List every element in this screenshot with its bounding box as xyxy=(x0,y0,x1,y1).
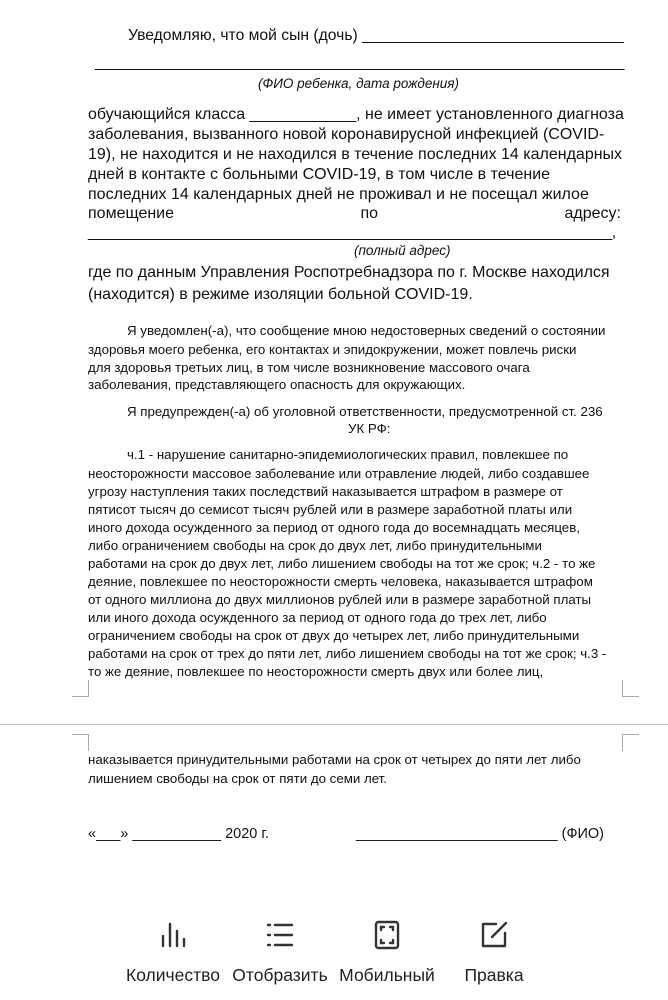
p1-line-4: дней в контакте с больными COVID-19, в том числе в течение xyxy=(88,166,551,183)
page-separator xyxy=(0,724,668,725)
p5-line-3: угрозу наступления таких последствий наказывается штрафом в размере от xyxy=(88,484,563,499)
toolbar-count-button[interactable] xyxy=(113,888,233,1000)
p5-line-7: работами на срок до двух лет, либо лишением свободы на тот же срок; ч.2 - то же xyxy=(88,556,596,571)
toolbar-display-button[interactable] xyxy=(220,888,340,1000)
p2-line-2: (находится) в режиме изоляции больной COVID-19. xyxy=(88,286,473,303)
toolbar-edit-button[interactable] xyxy=(434,888,554,1000)
bar-chart-icon xyxy=(158,920,188,950)
page-corner-mark xyxy=(72,734,89,751)
p5-line-10: или иного дохода осужденного за период от одного года до трех лет, либо xyxy=(88,610,547,625)
p5-line-13: то же деяние, повлекшее по неосторожности смерть двух или более лиц, xyxy=(88,664,544,679)
p1-line-6 xyxy=(88,205,621,223)
page-corner-mark xyxy=(622,680,639,697)
p1-line-1: обучающийся класса ____________, не имеет установленного диагноза xyxy=(88,106,624,123)
address-underline: ______________________________________________________________, xyxy=(88,224,616,241)
p3-line-1: Я уведомлен(-а), что сообщение мною недостоверных сведений о состоянии xyxy=(127,323,606,338)
toolbar-edit-label: Правка xyxy=(464,965,524,985)
p1-word-3: адресу: xyxy=(564,205,621,222)
toolbar-mobile-label: Мобильный xyxy=(339,965,435,985)
p3-line-2: здоровья моего ребенка, его контактах и эпидокружении, может повлечь риски xyxy=(88,342,577,357)
page-corner-mark xyxy=(622,734,639,751)
p4-line-1: Я предупрежден(-а) об уголовной ответственности, предусмотренной ст. 236 xyxy=(127,404,603,419)
p5-line-1: ч.1 - нарушение санитарно-эпидемиологических правил, повлекшее по xyxy=(127,447,569,462)
p5-line-5: иного дохода осужденного за период от одного года до восемнадцать месяцев, xyxy=(88,520,580,535)
list-icon xyxy=(265,920,295,950)
page-corner-mark xyxy=(72,680,89,697)
p5-line-12: работами на срок от трех до пяти лет, либо лишением свободы на тот же срок; ч.3 - xyxy=(88,646,607,661)
p1-line-5: последних 14 календарных дней не проживал и не посещал жилое xyxy=(88,186,589,203)
p1-line-2: заболевания, вызванного новой коронавирусной инфекцией (COVID- xyxy=(88,126,605,143)
p5-line-4: пятисот тысяч до семисот тысяч рублей или в размере заработной платы или xyxy=(88,502,573,517)
p6-line-1: наказывается принудительными работами на срок от четырех до пяти лет либо xyxy=(88,752,581,767)
toolbar-mobile-button[interactable] xyxy=(327,888,447,1000)
p6-line-2: лишением свободы на срок от пяти до семи лет. xyxy=(88,771,387,786)
p5-line-6: либо ограничением свободы на срок до двух лет, либо принудительными xyxy=(88,538,542,553)
edit-icon xyxy=(479,920,509,950)
signature-name: _________________________ (ФИО) xyxy=(356,826,605,842)
bottom-toolbar xyxy=(0,888,668,1000)
p4-line-2: УК РФ: xyxy=(348,421,391,436)
p3-line-3: для здоровья третьих лиц, в том числе возникновение массового очага xyxy=(88,360,530,375)
p1-line-3: 19), не находится и не находился в течение последних 14 календарных xyxy=(88,146,623,163)
toolbar-display-label: Отобразить xyxy=(232,965,328,985)
p2-line-1: где по данным Управления Роспотребнадзора по г. Москве находился xyxy=(88,264,610,281)
name-underline: ____________________________________________________________________ xyxy=(95,54,625,71)
notice-line: Уведомляю, что мой сын (дочь) ______________________________ xyxy=(128,27,624,44)
signature-date: «___» ___________ 2020 г. xyxy=(88,826,269,842)
p5-line-2: неосторожности массовое заболевание или отравление людей, либо создавшее xyxy=(88,466,590,481)
p5-line-8: деяние, повлекшее по неосторожности смерть человека, наказывается штрафом xyxy=(88,574,593,589)
toolbar-count-label: Количество xyxy=(126,965,220,985)
p1-word-1: помещение xyxy=(88,205,175,222)
p3-line-4: заболевания, представляющего опасность для окружающих. xyxy=(88,377,466,392)
caption-child-name: (ФИО ребенка, дата рождения) xyxy=(258,76,460,91)
caption-address: (полный адрес) xyxy=(354,243,451,258)
p5-line-11: ограничением свободы на срок от двух до четырех лет, либо принудительными xyxy=(88,628,580,643)
mobile-frame-icon xyxy=(372,920,402,950)
p1-word-2: по xyxy=(360,205,379,222)
p5-line-9: от одного миллиона до двух миллионов рублей или в размере заработной платы xyxy=(88,592,592,607)
